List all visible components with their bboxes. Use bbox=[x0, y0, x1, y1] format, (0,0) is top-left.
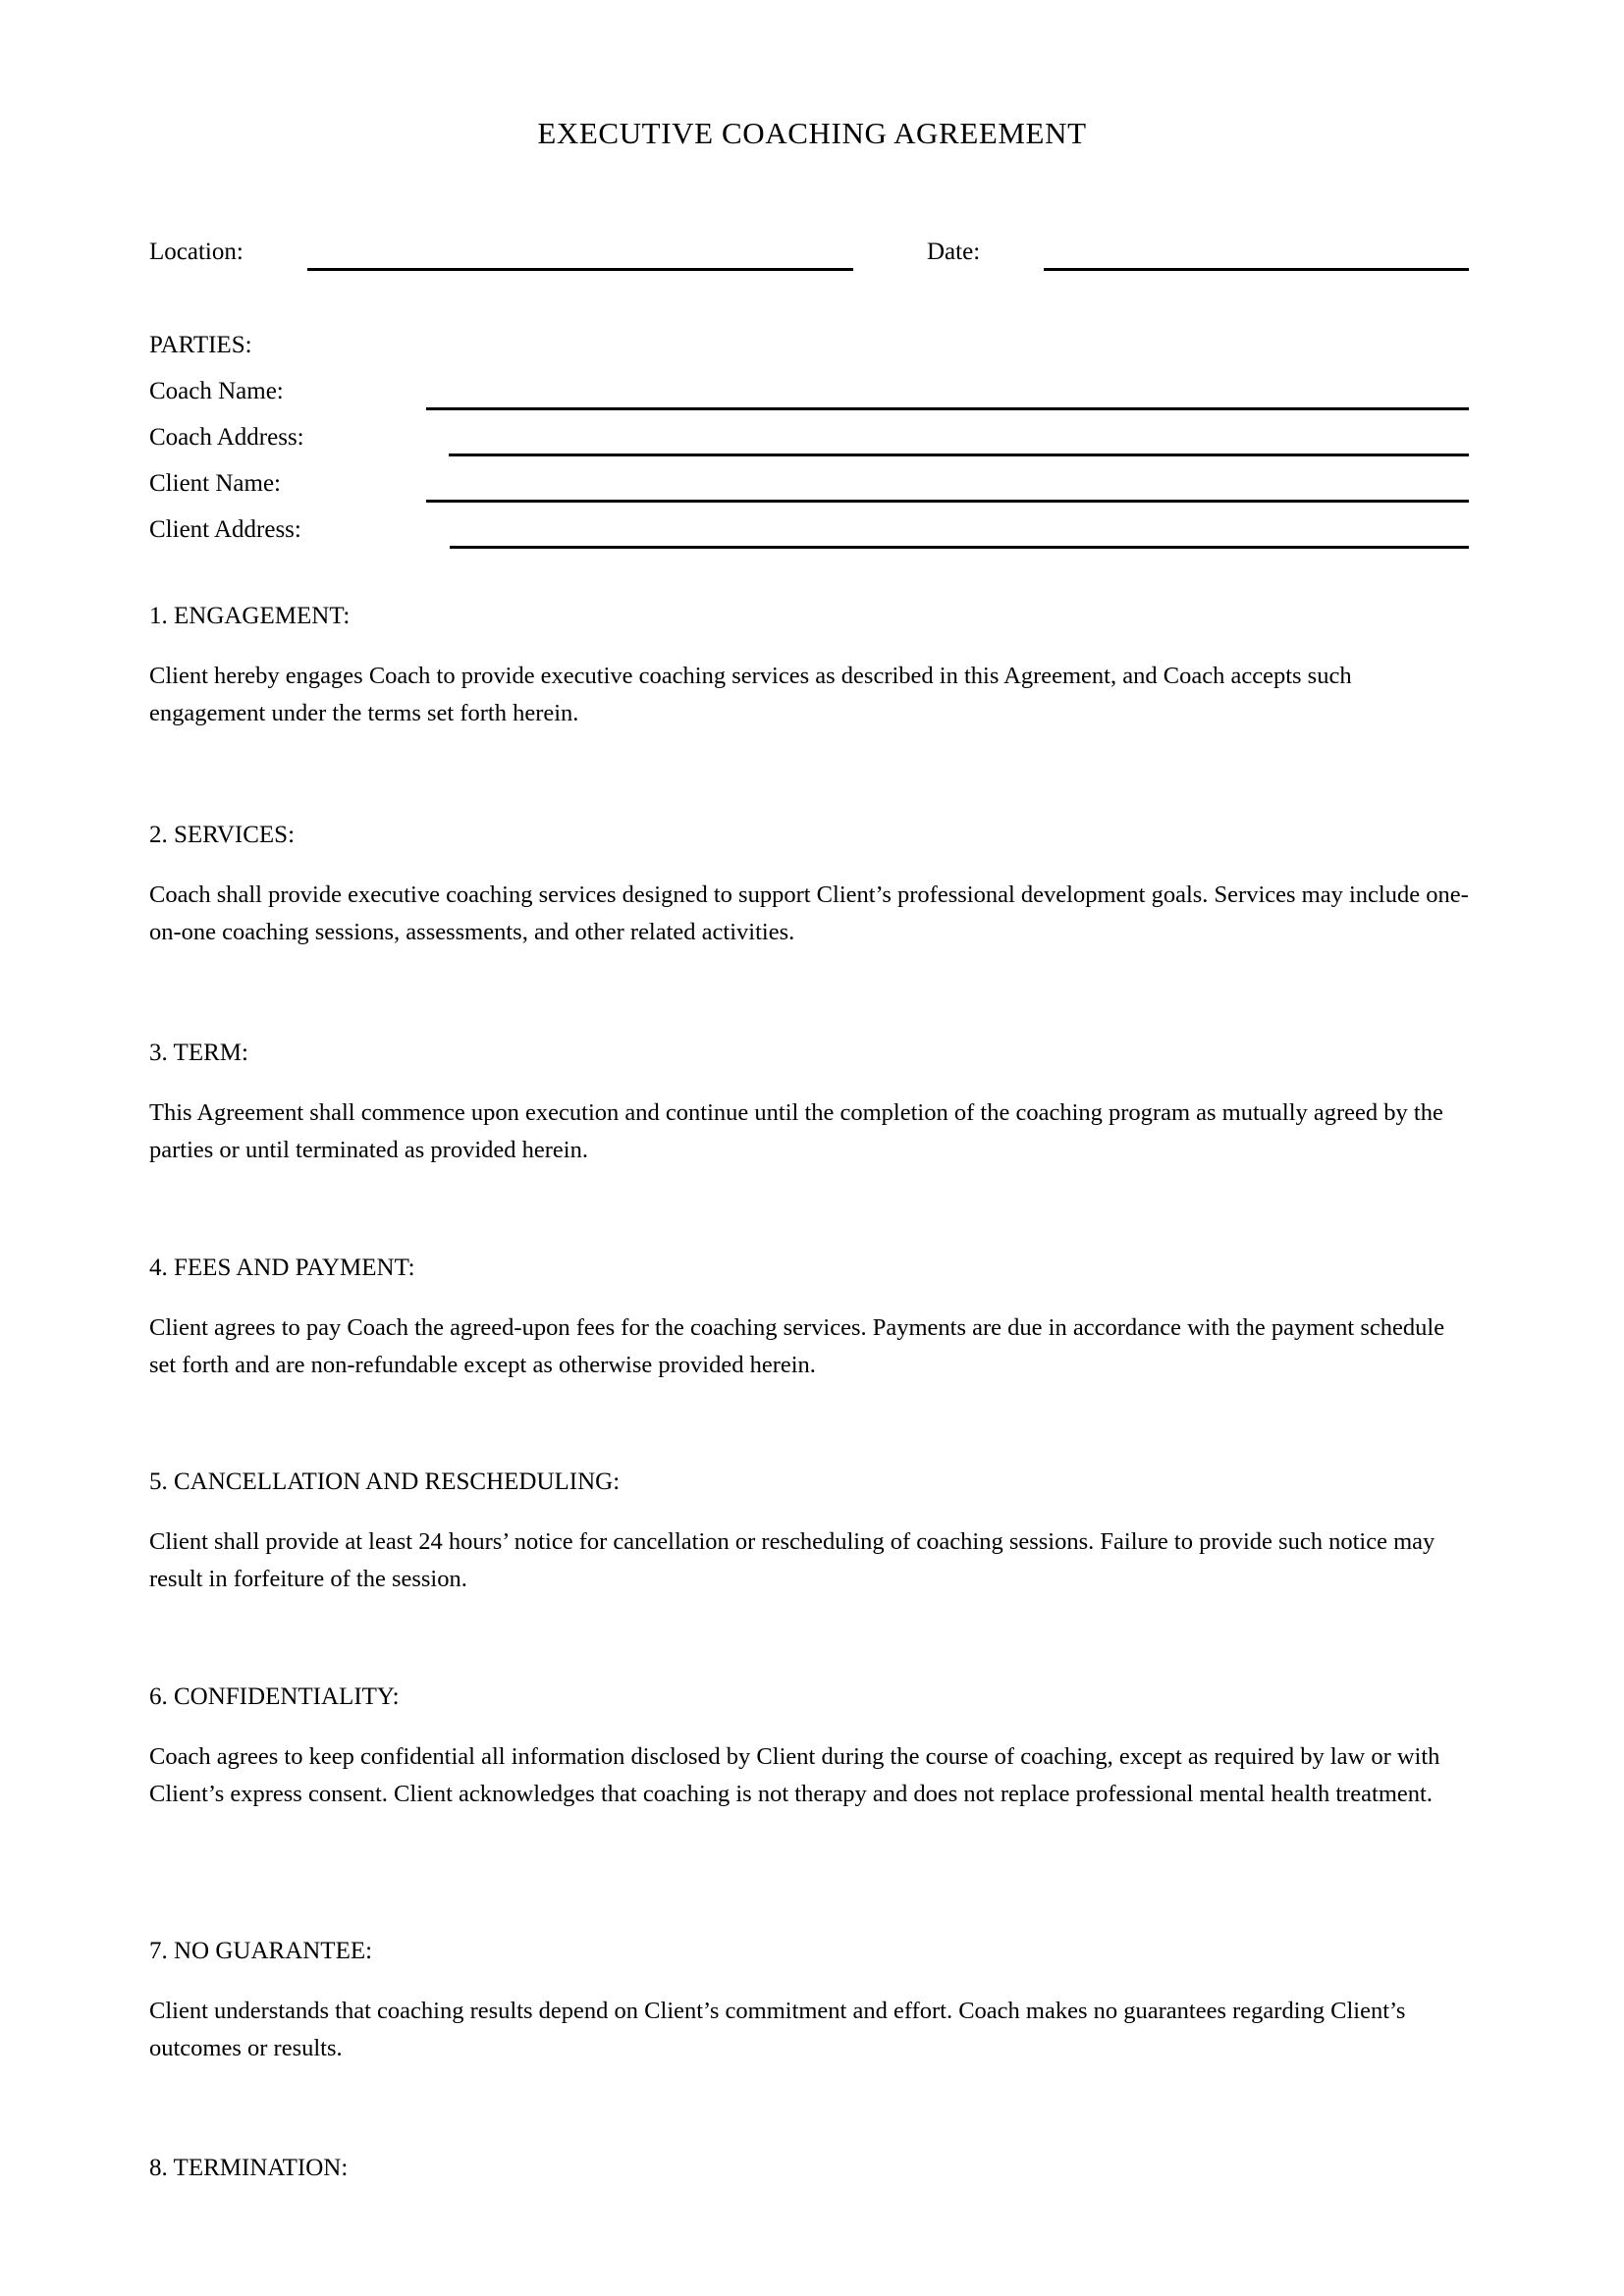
location-input-line[interactable] bbox=[307, 268, 853, 271]
parties-heading: PARTIES: bbox=[149, 332, 252, 358]
section-confidentiality bbox=[149, 1682, 1470, 1813]
client-address-label: Client Address: bbox=[149, 516, 301, 543]
section-heading: 7. NO GUARANTEE: bbox=[149, 1938, 373, 1964]
client-address-input-line[interactable] bbox=[450, 546, 1469, 549]
coach-name-input-line[interactable] bbox=[426, 407, 1469, 410]
section-body: Coach shall provide executive coaching services designed to support Client’s professional development goals. Services may include one-on-one coaching sessions, assessments, and other related activities. bbox=[149, 881, 1469, 945]
date-input-line[interactable] bbox=[1044, 268, 1469, 271]
client-name-input-line[interactable] bbox=[426, 500, 1469, 503]
section-body: Client agrees to pay Coach the agreed-upon fees for the coaching services. Payments are due in accordance with the payment schedule set forth and are non-refundable except as otherwise provided herein. bbox=[149, 1314, 1445, 1378]
location-date-row bbox=[149, 237, 1485, 278]
section-heading: 3. TERM: bbox=[149, 1040, 248, 1066]
section-heading: 5. CANCELLATION AND RESCHEDULING: bbox=[149, 1468, 621, 1495]
section-body: Client understands that coaching results depend on Client’s commitment and effort. Coach makes no guarantees regarding Client’s outcomes or results. bbox=[149, 1998, 1406, 2061]
section-heading: 1. ENGAGEMENT: bbox=[149, 603, 351, 629]
section-cancellation-and-rescheduling bbox=[149, 1467, 1470, 1598]
section-heading: 6. CONFIDENTIALITY: bbox=[149, 1683, 400, 1710]
field-row-coach-name bbox=[149, 376, 1485, 423]
date-label: Date: bbox=[927, 239, 981, 265]
field-row-coach-address bbox=[149, 422, 1485, 469]
coach-name-label: Coach Name: bbox=[149, 378, 284, 404]
coach-address-input-line[interactable] bbox=[449, 454, 1469, 456]
client-name-label: Client Name: bbox=[149, 470, 281, 497]
section-heading: 4. FEES AND PAYMENT: bbox=[149, 1255, 415, 1281]
section-heading: 8. TERMINATION: bbox=[149, 2155, 349, 2181]
section-termination bbox=[149, 2153, 1470, 2210]
section-no-guarantee bbox=[149, 1936, 1470, 2067]
section-body: This Agreement shall commence upon execution and continue until the completion of the coaching program as mutually agreed by the parties or until terminated as provided herein. bbox=[149, 1099, 1443, 1163]
coach-address-label: Coach Address: bbox=[149, 424, 304, 451]
field-row-client-name bbox=[149, 468, 1485, 515]
field-row-client-address bbox=[149, 514, 1485, 561]
section-body: Client hereby engages Coach to provide executive coaching services as described in this Agreement, and Coach accepts such engagement under the terms set forth herein. bbox=[149, 663, 1352, 726]
section-body: Coach agrees to keep confidential all information disclosed by Client during the course of coaching, except as required by law or with Client’s express consent. Client acknowledges that coaching is not therapy and does not replace professional mental health treatment. bbox=[149, 1743, 1440, 1807]
section-engagement bbox=[149, 601, 1470, 732]
section-heading: 2. SERVICES: bbox=[149, 822, 296, 848]
section-fees-and-payment bbox=[149, 1253, 1470, 1384]
section-body: Client shall provide at least 24 hours’ notice for cancellation or rescheduling of coaching sessions. Failure to provide such notice may result in forfeiture of the session. bbox=[149, 1528, 1435, 1592]
page-title: EXECUTIVE COACHING AGREEMENT bbox=[537, 116, 1087, 150]
section-term bbox=[149, 1038, 1470, 1169]
location-label: Location: bbox=[149, 239, 244, 265]
section-services bbox=[149, 820, 1470, 951]
